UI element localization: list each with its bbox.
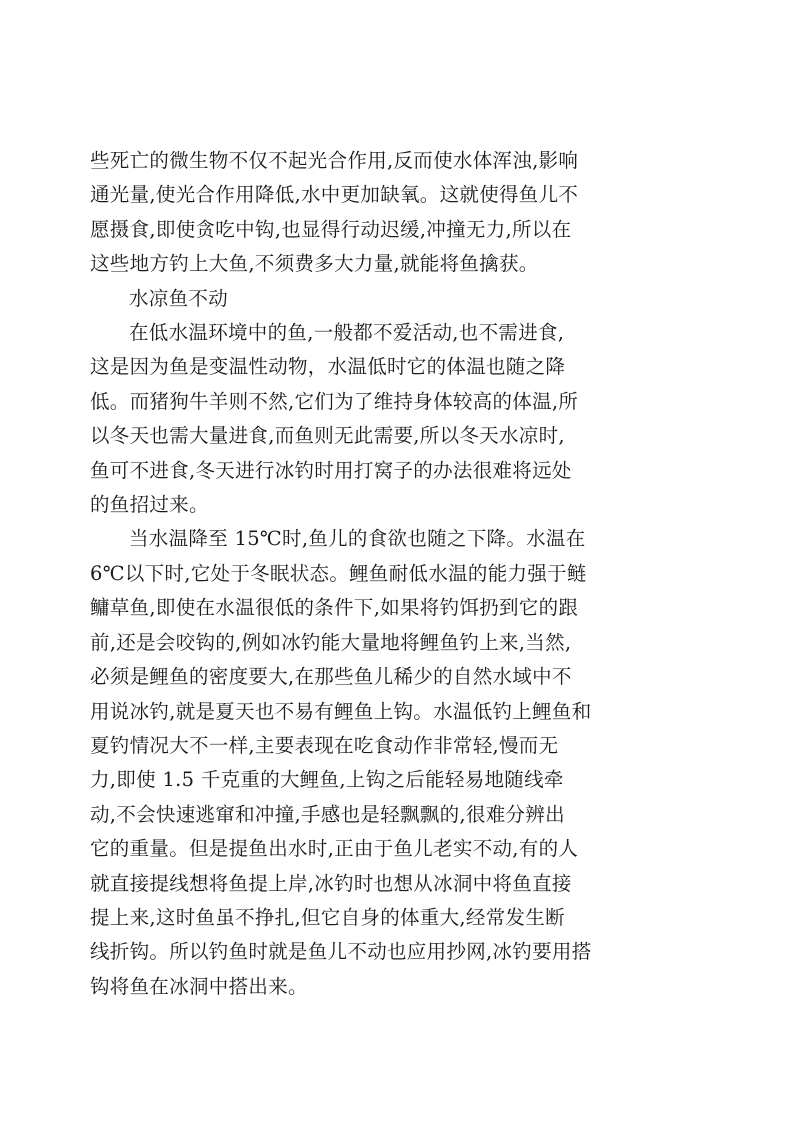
paragraph-cold-water — [90, 316, 610, 522]
text-line: 用说冰钓,就是夏天也不易有鲤鱼上钩。水温低钓上鲤鱼和 — [90, 699, 592, 723]
text-line: 这些地方钓上大鱼,不须费多大力量,就能将鱼擒获。 — [90, 252, 539, 276]
text-line: 6℃以下时,它处于冬眠状态。鲤鱼耐低水温的能力强于鲢 — [90, 561, 587, 585]
text-line: 通光量,使光合作用降低,水中更加缺氧。这就使得鱼儿不 — [90, 183, 579, 207]
text-line: 提上来,这时鱼虽不挣扎,但它自身的体重大,经常发生断 — [90, 905, 565, 929]
text-line: 鳙草鱼,即使在水温很低的条件下,如果将钓饵扔到它的跟 — [90, 596, 579, 620]
text-line: 在低水温环境中的鱼,一般都不爱活动,也不需进食, — [129, 321, 565, 345]
text-line: 些死亡的微生物不仅不起光合作用,反而使水体浑浊,影响 — [90, 149, 579, 172]
text-line: 夏钓情况大不一样,主要表现在吃食动作非常轻,慢而无 — [90, 733, 559, 757]
text-line: 以冬天也需大量进食,而鱼则无此需要,所以冬天水凉时, — [90, 424, 565, 448]
text-line: 就直接提线想将鱼提上岸,冰钓时也想从冰洞中将鱼直接 — [90, 871, 572, 895]
text-line: 当水温降至 15℃时,鱼儿的食欲也随之下降。水温在 — [129, 527, 586, 551]
text-line: 鱼可不进食,冬天进行冰钓时用打窝子的办法很难将远处 — [90, 458, 572, 482]
text-line: 低。而猪狗牛羊则不然,它们为了维持身体较高的体温,所 — [90, 389, 579, 413]
text-line: 前,还是会咬钩的,例如冰钓能大量地将鲤鱼钓上来,当然, — [90, 630, 572, 654]
section-heading: 水凉鱼不动 — [129, 286, 229, 310]
paragraph-continuation — [90, 144, 610, 282]
paragraph-temperature — [90, 522, 610, 1004]
body-text — [90, 144, 610, 1004]
text-line: 必须是鲤鱼的密度要大,在那些鱼儿稀少的自然水域中不 — [90, 665, 572, 689]
text-line: 钩将鱼在冰洞中搭出来。 — [90, 974, 308, 998]
text-line: 力,即使 1.5 千克重的大鲤鱼,上钩之后能轻易地随线牵 — [90, 768, 564, 792]
text-line: 这是因为鱼是变温性动物，水温低时它的体温也随之降 — [90, 355, 566, 379]
text-line: 它的重量。但是提鱼出水时,正由于鱼儿老实不动,有的人 — [90, 837, 579, 861]
text-line: 的鱼招过来。 — [90, 493, 209, 517]
text-line: 愿摄食,即使贪吃中钩,也显得行动迟缓,冲撞无力,所以在 — [90, 217, 572, 241]
text-line: 动,不会快速逃窜和冲撞,手感也是轻飘飘的,很难分辨出 — [90, 802, 565, 826]
text-line: 线折钩。所以钓鱼时就是鱼儿不动也应用抄网,冰钓要用搭 — [90, 940, 592, 964]
